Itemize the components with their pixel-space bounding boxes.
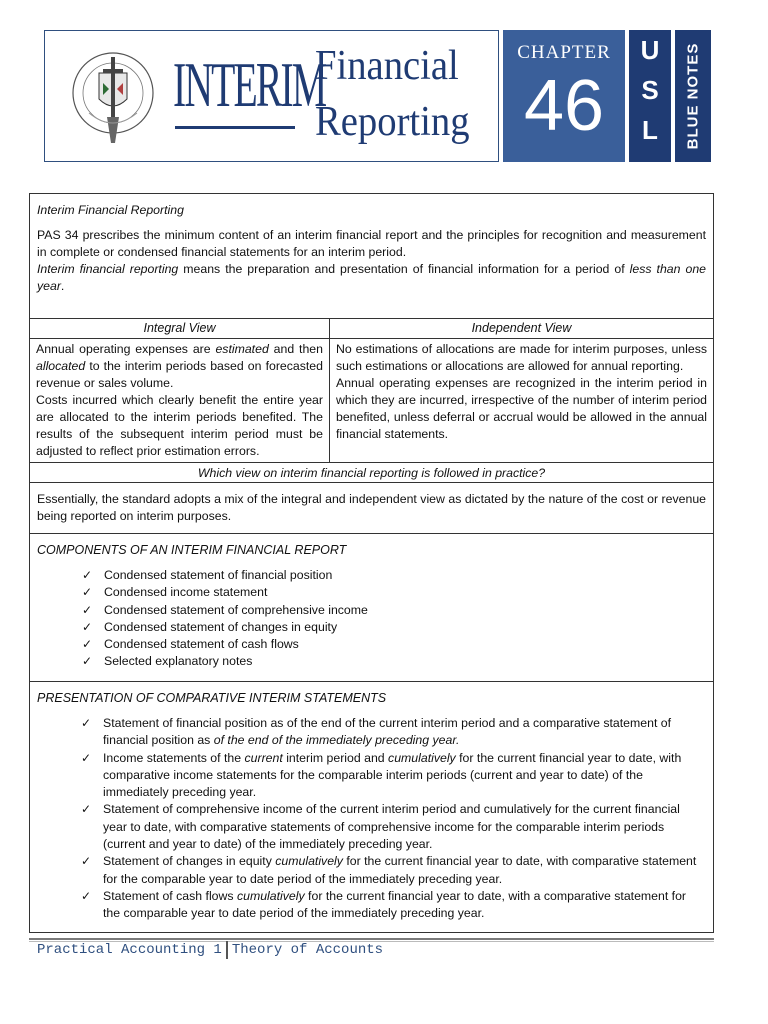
intro-heading: Interim Financial Reporting bbox=[37, 203, 184, 217]
check-icon: ✓ bbox=[81, 750, 92, 765]
list-item-text: Condensed statement of changes in equity bbox=[104, 619, 338, 634]
title-financial: Financial bbox=[315, 43, 459, 89]
check-icon: ✓ bbox=[82, 637, 93, 652]
integral-term-estimated: estimated bbox=[215, 342, 269, 356]
list-item bbox=[82, 653, 706, 670]
list-item-italic: cumulatively bbox=[236, 888, 305, 903]
list-item-text: for the current financial year to date, with comparative income statements for the comparable interim periods (current and year to date) of the immediately preceding year. bbox=[103, 750, 682, 800]
title-underline bbox=[175, 126, 295, 129]
footer-subject: Theory of Accounts bbox=[231, 942, 384, 958]
list-item bbox=[82, 567, 706, 584]
chapter-badge bbox=[503, 30, 625, 162]
list-item-text: Condensed statement of financial position bbox=[104, 568, 333, 582]
usl-letter-s: S bbox=[641, 75, 659, 105]
check-icon: ✓ bbox=[81, 716, 92, 730]
intro-para-2 bbox=[37, 261, 706, 295]
practice-answer: Essentially, the standard adopts a mix of the integral and independent view as dictated by the nature of the cost or revenue being reported on interim purposes. bbox=[37, 492, 706, 523]
list-item bbox=[82, 636, 706, 653]
university-seal-icon bbox=[69, 43, 157, 151]
integral-text-a: Annual operating expenses are bbox=[36, 342, 216, 356]
check-icon: ✓ bbox=[81, 802, 92, 817]
components-section bbox=[30, 534, 713, 682]
footer-course: Practical Accounting 1 bbox=[37, 942, 222, 958]
check-icon: ✓ bbox=[82, 585, 93, 600]
independent-view-heading: Independent View bbox=[330, 319, 713, 339]
check-icon: ✓ bbox=[82, 619, 93, 634]
integral-para-1 bbox=[36, 341, 323, 392]
list-item bbox=[81, 853, 702, 888]
blue-notes-label: BLUE NOTES bbox=[684, 42, 702, 150]
practice-answer-row bbox=[30, 483, 713, 534]
intro-section bbox=[30, 194, 713, 318]
check-icon: ✓ bbox=[81, 888, 92, 903]
content-frame bbox=[29, 193, 714, 933]
integral-text-c: to the interim periods based on forecasted revenue or sales volume. bbox=[36, 359, 323, 390]
list-item-text: Condensed income statement bbox=[104, 585, 268, 600]
list-item-text: interim period and bbox=[282, 750, 389, 765]
list-item-italic: of the end of the immediately preceding year. bbox=[213, 733, 460, 748]
usl-badge bbox=[629, 30, 671, 162]
integral-view-column bbox=[30, 319, 330, 462]
components-heading: COMPONENTS OF AN INTERIM FINANCIAL REPORT bbox=[37, 543, 347, 557]
check-icon: ✓ bbox=[81, 854, 92, 869]
intro-term: Interim financial reporting bbox=[37, 262, 179, 276]
list-item-italic: cumulatively bbox=[275, 854, 343, 869]
components-list bbox=[37, 567, 706, 671]
practice-question: Which view on interim financial reporting is followed in practice? bbox=[197, 466, 546, 480]
list-item bbox=[82, 584, 706, 601]
chapter-label: CHAPTER bbox=[517, 42, 611, 63]
title-reporting: Reporting bbox=[315, 99, 470, 145]
views-table bbox=[30, 318, 713, 463]
comparative-heading: PRESENTATION OF COMPARATIVE INTERIM STATEMENTS bbox=[37, 691, 387, 705]
intro-term-2: less than one year bbox=[37, 262, 706, 293]
list-item bbox=[82, 602, 706, 619]
independent-para-1: No estimations of allocations are made for interim purposes, unless such estimations or allocations are allowed for annual reporting. bbox=[336, 342, 707, 373]
intro-text: means the preparation and presentation of financial information for a period of bbox=[178, 262, 630, 276]
list-item bbox=[81, 888, 702, 923]
list-item-text: for the current financial year to date, with a comparative statement for the comparable year to date period of the immediately preceding year. bbox=[103, 888, 687, 921]
page-footer bbox=[37, 941, 383, 959]
list-item-text: Selected explanatory notes bbox=[104, 654, 253, 669]
list-item-text: Condensed statement of comprehensive income bbox=[104, 602, 368, 617]
check-icon: ✓ bbox=[82, 602, 93, 617]
footer-rule bbox=[29, 938, 714, 940]
list-item bbox=[82, 619, 706, 636]
list-item bbox=[81, 801, 702, 853]
list-item-text: Income statements of the bbox=[103, 750, 245, 765]
list-item-text: for the current financial year to date, with comparative statement for the comparable year to date period of the immediately preceding year. bbox=[103, 854, 697, 886]
comparative-list bbox=[37, 715, 706, 923]
independent-view-column bbox=[330, 319, 713, 462]
footer-separator bbox=[226, 941, 228, 959]
usl-letter-l: L bbox=[642, 115, 658, 145]
practice-question-row bbox=[30, 463, 713, 483]
list-item-text: Statement of comprehensive income of the current interim period and cumulatively for the current financial year to date, with comparative statements of comprehensive income for the comparable interim periods (current and year to date) of the immediately preceding year. bbox=[103, 802, 680, 852]
header-banner bbox=[44, 30, 499, 162]
list-item bbox=[81, 750, 702, 802]
check-icon: ✓ bbox=[82, 568, 93, 582]
list-item-text: Statement of changes in equity bbox=[103, 854, 276, 869]
integral-para-2: Costs incurred which clearly benefit the entire year are allocated to the interim periods benefited. The results of the subsequent interim period must be adjusted to reflect prior estimation errors. bbox=[36, 393, 323, 458]
list-item-text: Condensed statement of cash flows bbox=[104, 637, 299, 652]
check-icon: ✓ bbox=[82, 654, 93, 669]
usl-letter-u: U bbox=[640, 35, 660, 65]
comparative-section bbox=[30, 682, 713, 934]
list-item-italic: cumulatively bbox=[388, 750, 456, 765]
intro-para-1: PAS 34 prescribes the minimum content of an interim financial report and the principles for recognition and measurement in complete or condensed financial statements for an interim period. bbox=[37, 228, 706, 259]
blue-notes-badge bbox=[675, 30, 711, 162]
integral-text-b: and then bbox=[268, 342, 323, 356]
title-interim: INTERIM bbox=[173, 49, 326, 120]
list-item-text: Statement of cash flows bbox=[103, 888, 237, 903]
list-item-italic: current bbox=[244, 750, 283, 765]
list-item-text: Statement of financial position as of the end of the current interim period and a comparative statement of financial position as bbox=[103, 716, 672, 748]
chapter-number: 46 bbox=[523, 66, 605, 146]
independent-para-2: Annual operating expenses are recognized in the interim period in which they are incurred, irrespective of the number of interim period benefited, unless deferral or accrual would be allowed in the annual financial statements. bbox=[336, 376, 707, 441]
integral-term-allocated: allocated bbox=[36, 359, 86, 373]
integral-view-heading: Integral View bbox=[30, 319, 329, 339]
list-item bbox=[81, 715, 702, 750]
intro-end: . bbox=[60, 279, 65, 293]
